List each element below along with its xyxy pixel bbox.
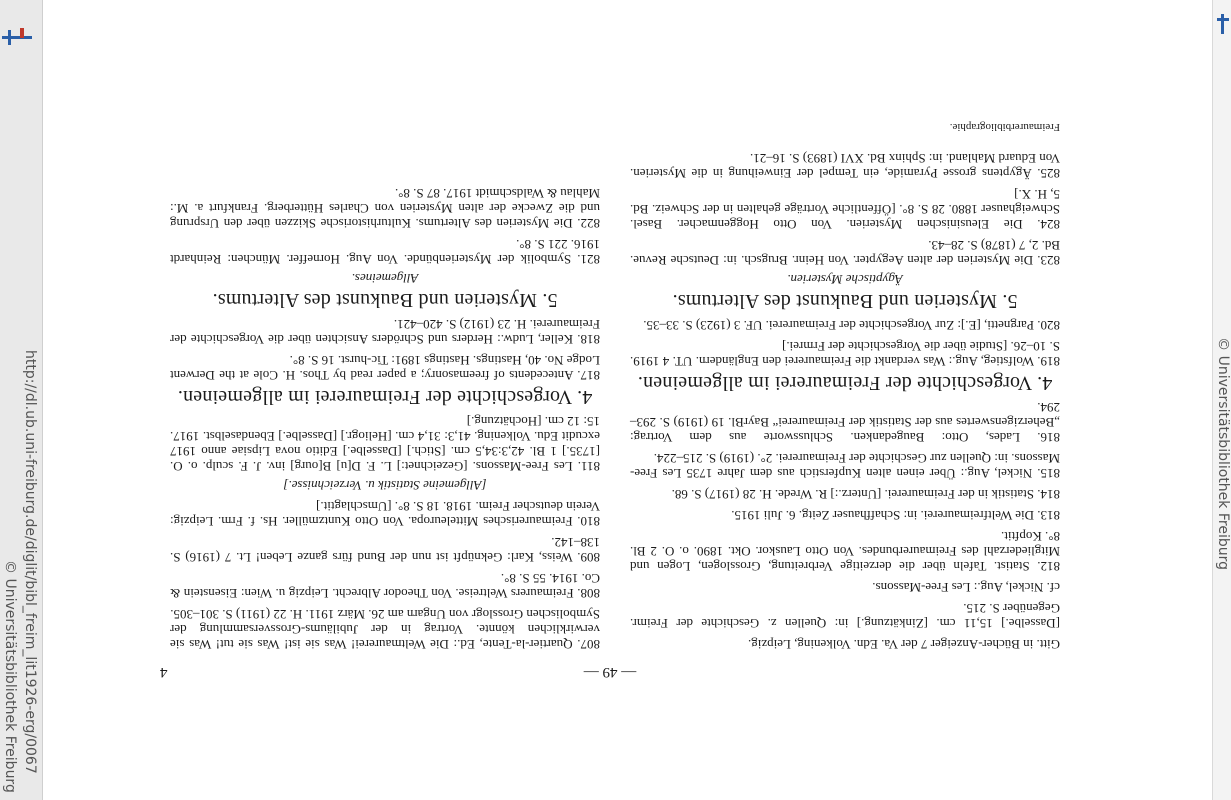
bibliography-entry: 815. Nickel, Aug.: Über einen alten Kupferstich aus dem Jahre 1735 Les Free-Massons. in: Quellen zur Geschichte der Freimaurerei. 2°. (1919) S. 215–224. <box>630 451 1060 481</box>
bibliography-entry: Gitt. in Bücher-Anzeiger 7 der Va. Edn. Volkening, Leipzig. <box>747 637 1060 652</box>
bibliography-entry: [Dasselbe.] 15,11 cm. [Zinkätzung.] in: Quellen z. Geschichte der Freimr. Gegenüber S. 215. <box>630 601 1060 631</box>
bibliography-entry: 824. Die Eleusinischen Mysterien. Von Otto Hoggenmacher. Basel. Schweighauser 1880. 28 S. 8°. [Öffentliche Vorträge gehalten in der Schweiz. Bd. 5, H. X.] <box>630 187 1060 232</box>
subsection-title: Allgemeines. <box>351 271 419 286</box>
bibliography-entry: 817. Antecedents of freemasonry; a paper read by Thos. H. Cole at the Derwent Lodge No. 40, Hastings. Hastings 1891: Tic-hurst. 16 S. 8°. <box>170 353 600 383</box>
page-footer: Freimaurerbibliographie. <box>949 121 1060 133</box>
scanned-page <box>160 120 1060 680</box>
bibliography-entry: 822. Die Mysterien des Altertums. Kulturhistorische Skizzen über den Ursprung und die Zwecke der alten Mysterien von Charles Hütterberg. Frankfurt a. M.: Mahlau & Waldschmidt 1917. 87 S. 8°. <box>170 186 600 231</box>
section-title: 4. Vorgeschichte der Freimaurerei im allgemeinen. <box>637 372 1053 394</box>
column-right <box>170 180 600 652</box>
column-left <box>630 145 1060 652</box>
bibliography-entry: 825. Ägyptens grosse Pyramide, ein Tempel der Einweihung in die Mysterien. Von Eduard Mahland. in: Sphinx Bd. XVI (1893) S. 16–21. <box>630 151 1060 181</box>
bibliography-entry: 810. Freimaurerisches Mitteleuropa. Von Otto Kuntzmüller. Hs. f. Frm. Leipzig: Verein deutscher Freim. 1918. 18 S. 8°. [Umschlagtit.] <box>170 499 600 529</box>
bibliography-entry: 823. Die Mysterien der alten Aegypter. Von Heinr. Brugsch. in: Deutsche Revue. Bd. 2, 7 (1878) S. 28–43. <box>630 238 1060 268</box>
document-url: http://dl.ub.uni-freiburg.de/diglit/bibl_freim_lit1926-erg/0067 <box>22 350 38 774</box>
bibliography-entry: 820. Pargnetti, [E.]: Zur Vorgeschichte der Freimaurerei. UF. 3 (1923) S. 33–35. <box>643 318 1060 333</box>
viewer-logo-icon <box>2 28 32 46</box>
subsection-title: Ägyptische Mysterien. <box>787 272 903 287</box>
bibliography-entry: 813. Die Weltfreimaurerei. in: Schaffhauser Zeitg. 6. Juli 1915. <box>731 508 1060 523</box>
bibliography-entry: 821. Symbolik der Mysterienbünde. Von Aug. Horneffer. München: Reinhardt 1916. 221 S. 8°. <box>170 237 600 267</box>
copyright-left: © Universitätsbibliothek Freiburg <box>2 560 18 793</box>
section-title: 5. Mysterien und Baukunst des Altertums. <box>212 289 558 311</box>
page-number: — 49 — <box>583 664 637 680</box>
bibliography-entry: 809. Weiss, Karl: Geknüpft ist nun der Bund fürs ganze Leben! Lt. 7 (1916) S. 138–142. <box>170 535 600 565</box>
bibliography-entry: 808. Freimaurers Weltreise. Von Theodor Albrecht. Leipzig u. Wien: Eisenstein & Co. 1914. 55 S. 8°. <box>170 571 600 601</box>
bibliography-entry: 811. Les Free-Massons. [Gezeichnet:] L. F. D[u] B[ourg] inv. J. F. sculp. o. O. [1735.] 1 Bl. 42,3:34,5 cm. [Stich.] [Dasselbe.] Editio nova Lipsiae anno 1917 excudit Edu. Volkening. 41,3: 31,4 cm. [Heliogr.] [Dasselbe.] Ebendaselbst. 1917. 15: 12 cm. [Hochätzung.] <box>170 414 600 474</box>
viewer-logo-icon-right <box>1217 14 1229 42</box>
bibliography-entry: 816. Lades, Otto: Baugedanken. Schlussworte aus dem Vortrag: „Beherzigenswertes aus der Statistik der Freimaurerei“ BayrBl. 19 (1919) S. 293–294. <box>630 400 1060 445</box>
subsection-title: [Allgemeine Statistik u. Verzeichnisse.] <box>283 478 487 493</box>
bibliography-entry: 812. Statist. Tafeln über die derzeitige Verbreitung, Grosslogen, Logen und Mitgliederzahl des Freimaurerbundes. Von Otto Lauskor. Okt. 1890. o. O. 2 Bl. 8°. Kopftit. <box>630 529 1060 574</box>
section-title: 5. Mysterien und Baukunst des Altertums. <box>672 290 1018 312</box>
page-header <box>160 663 1060 680</box>
copyright-right: © Universitätsbibliothek Freiburg <box>1215 337 1231 570</box>
section-title: 4. Vorgeschichte der Freimaurerei im allgemeinen. <box>177 386 593 408</box>
signature-mark: 4 <box>160 664 168 680</box>
bibliography-entry: cf. Nickel, Aug.: Les Free-Massons. <box>872 580 1060 595</box>
bibliography-entry: 814. Statistik in der Freimaurerei. [Unterz.:] R. Wrede. H. 28 (1917) S. 68. <box>671 487 1060 502</box>
bibliography-entry: 818. Keller, Ludw.: Herders und Schröders Ansichten über die Vorgeschichte der Freimaurerei. H. 23 (1912) S. 420–421. <box>170 317 600 347</box>
bibliography-entry: 807. Quartier-la-Tente, Ed.: Die Weltmaurerei! Was sie ist! Was sie tut! Was sie verwirklichen könnte. Vortrag in der Jubiläums-Grossversammlung der Symbolischen Grosslogr von Ungarn am 26. März 1911. H. 22 (1911) S. 301–305. <box>170 607 600 652</box>
bibliography-entry: 819. Wolfstieg, Aug.: Was verdankt die Freimaurerei den Engländern. UT. 4 1919. S. 10–26. [Studie über die Vorgeschichte der Frmrei.] <box>630 339 1060 369</box>
